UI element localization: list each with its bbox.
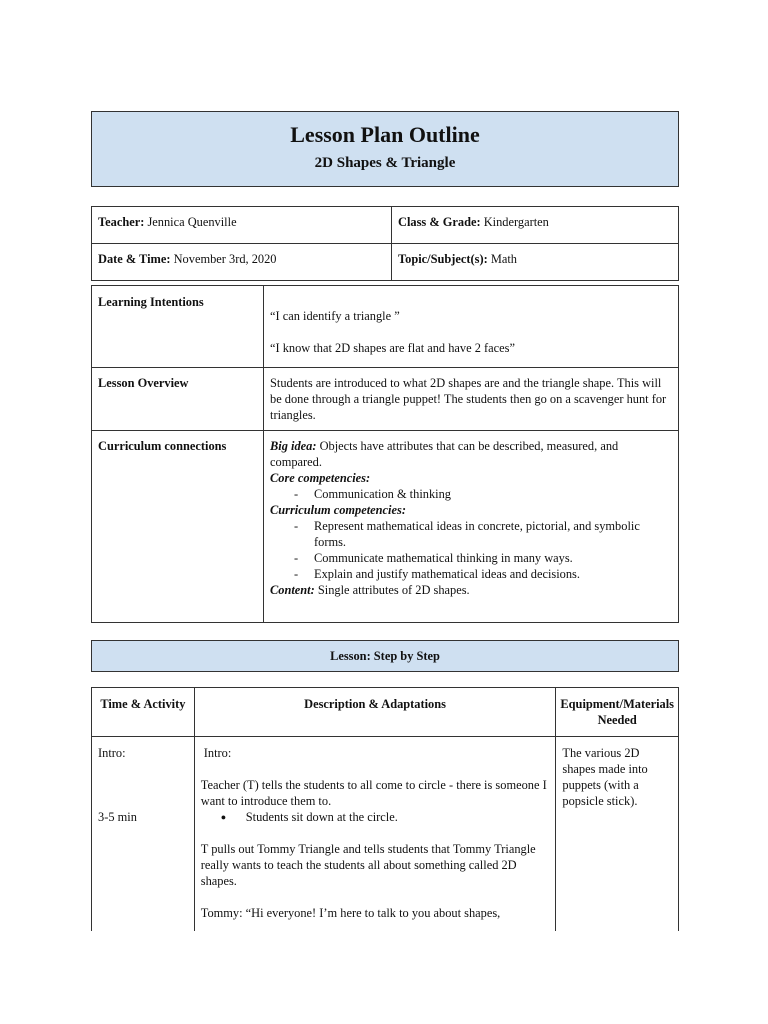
learning-intention-1: “I can identify a triangle ” xyxy=(270,309,400,323)
lesson-overview-heading: Lesson Overview xyxy=(98,376,189,390)
curr-item-text: - Represent mathematical ideas in concrete, pictorial, and symbolic forms. xyxy=(314,519,640,549)
page-subtitle: 2D Shapes & Triangle xyxy=(314,155,456,171)
col-header-time: Time & Activity xyxy=(92,688,195,737)
topic-value: Math xyxy=(490,252,517,266)
learning-intention-2: “I know that 2D shapes are flat and have 2 faces” xyxy=(270,341,515,355)
learning-intentions-heading: Learning Intentions xyxy=(98,295,204,309)
page-title: Lesson Plan Outline xyxy=(290,122,480,147)
core-label xyxy=(270,470,672,486)
learning-intentions-cell xyxy=(264,286,679,368)
big-idea-text: Objects have attributes that can be described, measured, and compared. xyxy=(270,439,619,469)
teacher-cell xyxy=(92,207,392,244)
description-cell xyxy=(194,737,556,932)
topic-cell xyxy=(392,244,679,281)
desc-bullet: ● Students sit down at the circle. xyxy=(201,809,550,825)
curriculum-label xyxy=(92,431,264,623)
lesson-overview-label xyxy=(92,368,264,431)
curriculum-heading: Curriculum connections xyxy=(98,439,227,453)
teacher-label: Teacher: xyxy=(98,215,145,229)
steps-table xyxy=(91,687,679,931)
curr-item xyxy=(270,518,672,550)
desc-paragraph-2: T pulls out Tommy Triangle and tells students that Tommy Triangle really wants to teach the students all about something called 2D shapes. xyxy=(200,842,536,888)
title-banner xyxy=(91,111,679,187)
step-by-step-banner: Lesson: Step by Step xyxy=(91,640,679,672)
desc-paragraph-1: Teacher (T) tells the students to all come to circle - there is someone I want to introduce them to. xyxy=(200,778,547,808)
lesson-overview-cell xyxy=(264,368,679,431)
curr-label-text: Curriculum competencies: xyxy=(270,503,406,517)
core-label-text: Core competencies: xyxy=(270,471,371,485)
class-cell xyxy=(392,207,679,244)
equipment-cell xyxy=(556,737,679,932)
content-label: Content: xyxy=(270,583,315,597)
content xyxy=(270,582,672,598)
col-header-description: Description & Adaptations xyxy=(194,688,556,737)
time-intro: Intro: xyxy=(98,746,126,760)
topic-label: Topic/Subject(s): xyxy=(398,252,488,266)
class-label: Class & Grade: xyxy=(398,215,481,229)
teacher-value: Jennica Quenville xyxy=(147,215,237,229)
desc-intro: Intro: xyxy=(203,746,232,760)
time-cell xyxy=(92,737,195,932)
lesson-overview-text: Students are introduced to what 2D shapes are and the triangle shape. This will be done through a triangle puppet! The students then go on a scavenger hunt for triangles. xyxy=(270,376,667,422)
curr-item xyxy=(270,550,672,566)
col-header-equipment: Equipment/Materials Needed xyxy=(556,688,679,737)
curr-label xyxy=(270,502,672,518)
date-value: November 3rd, 2020 xyxy=(173,252,277,266)
curr-item-text: - Explain and justify mathematical ideas and decisions. xyxy=(314,567,580,581)
class-value: Kindergarten xyxy=(483,215,549,229)
info-table xyxy=(91,206,679,281)
lesson-details-table xyxy=(91,285,679,623)
equipment-text: The various 2D shapes made into puppets (with a popsicle stick). xyxy=(562,746,648,808)
core-item xyxy=(270,486,672,502)
core-item-text: - Communication & thinking xyxy=(314,487,451,501)
date-label: Date & Time: xyxy=(98,252,171,266)
curr-item-text: - Communicate mathematical thinking in many ways. xyxy=(314,551,573,565)
curriculum-cell xyxy=(264,431,679,623)
learning-intentions-label xyxy=(92,286,264,368)
time-duration: 3-5 min xyxy=(98,810,137,824)
date-cell xyxy=(92,244,392,281)
big-idea-label: Big idea: xyxy=(270,439,317,453)
desc-paragraph-3: Tommy: “Hi everyone! I’m here to talk to you about shapes, xyxy=(200,906,501,920)
content-text: Single attributes of 2D shapes. xyxy=(317,583,470,597)
big-idea xyxy=(270,438,672,470)
curr-item xyxy=(270,566,672,582)
